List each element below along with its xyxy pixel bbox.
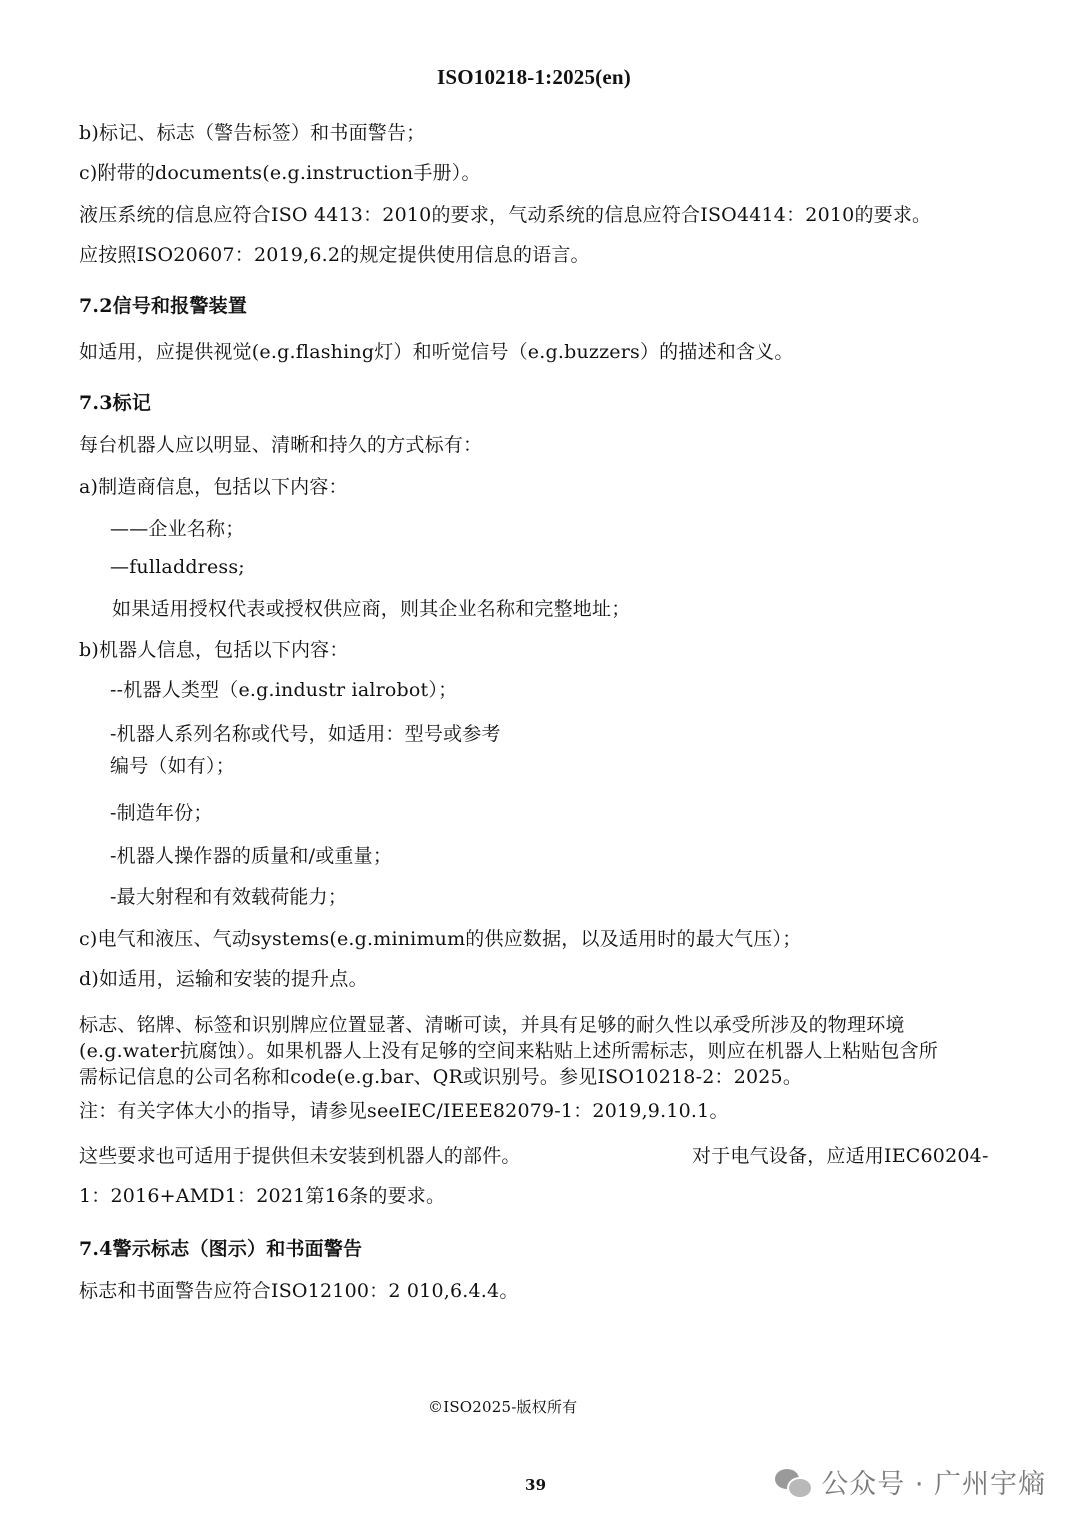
- section-heading-7-2: 7.2信号和报警装置: [79, 295, 248, 317]
- paragraph-durability-line2: (e.g.water抗腐蚀）。如果机器人上没有足够的空间来粘贴上述所需标志，则应在机器人上粘贴包含所: [79, 1040, 938, 1062]
- list-item-d: d)如适用，运输和安装的提升点。: [79, 968, 368, 990]
- document-title: ISO10218-1:2025(en): [437, 65, 631, 89]
- section-heading-7-3: 7.3标记: [79, 392, 152, 414]
- watermark: [775, 1462, 1046, 1501]
- sub-item-mass: -机器人操作器的质量和/或重量；: [110, 845, 393, 867]
- sub-item-robot-type: --机器人类型（e.g.industr ialrobot）；: [110, 679, 458, 701]
- paragraph-electrical-cont: 1：2016+AMD1：2021第16条的要求。: [79, 1185, 446, 1207]
- paragraph-hydraulic: 液压系统的信息应符合ISO 4413：2010的要求，气动系统的信息应符合ISO4414：2010的要求。: [79, 204, 932, 226]
- list-item-c: c)附带的documents(e.g.instruction手册）。: [79, 162, 481, 184]
- paragraph-durability-line3: 需标记信息的公司名称和code(e.g.bar、QR或识别号。参见ISO10218-2：2025。: [79, 1066, 803, 1088]
- list-item-a: a)制造商信息，包括以下内容：: [79, 476, 348, 498]
- sub-item-year: -制造年份；: [110, 802, 213, 824]
- sub-item-reach: -最大射程和有效载荷能力；: [110, 886, 348, 908]
- page-number: 39: [525, 1476, 547, 1494]
- wechat-icon: [775, 1467, 811, 1497]
- section-heading-7-4: 7.4警示标志（图示）和书面警告: [79, 1238, 363, 1260]
- sub-item-robot-series-cont: 编号（如有）；: [110, 755, 235, 777]
- sub-item-robot-series: -机器人系列名称或代号，如适用：型号或参考: [110, 723, 501, 745]
- paragraph-7-4: 标志和书面警告应符合ISO12100：2 010,6.4.4。: [79, 1280, 519, 1302]
- list-item-b: b)标记、标志（警告标签）和书面警告；: [79, 122, 426, 144]
- list-item-b-robot: b)机器人信息，包括以下内容：: [79, 639, 349, 661]
- sub-item-company-name: ——企业名称；: [110, 518, 245, 540]
- sub-item-full-address: —fulladdress;: [110, 556, 245, 578]
- watermark-text: 公众号 · 广州宇熵: [821, 1469, 1046, 1500]
- paragraph-7-3: 每台机器人应以明显、清晰和持久的方式标有：: [79, 434, 483, 456]
- paragraph-electrical: 对于电气设备，应适用IEC60204-: [692, 1145, 989, 1167]
- note: 注：有关字体大小的指导，请参见seeIEC/IEEE82079-1：2019,9.10.1。: [79, 1100, 729, 1122]
- paragraph-durability-line1: 标志、铭牌、标签和识别牌应位置显著、清晰可读，并具有足够的耐久性以承受所涉及的物理环境: [79, 1014, 905, 1036]
- paragraph-language: 应按照ISO20607：2019,6.2的规定提供使用信息的语言。: [79, 244, 590, 266]
- paragraph-7-2: 如适用，应提供视觉(e.g.flashing灯）和听觉信号（e.g.buzzers）的描述和含义。: [79, 341, 794, 363]
- paragraph-components: 这些要求也可适用于提供但未安装到机器人的部件。: [79, 1145, 521, 1167]
- list-item-c-supply: c)电气和液压、气动systems(e.g.minimum的供应数据，以及适用时的最大气压）；: [79, 928, 802, 950]
- sub-item-authorized-rep: 如果适用授权代表或授权供应商，则其企业名称和完整地址；: [112, 598, 631, 620]
- copyright: ©ISO2025-版权所有: [428, 1398, 578, 1416]
